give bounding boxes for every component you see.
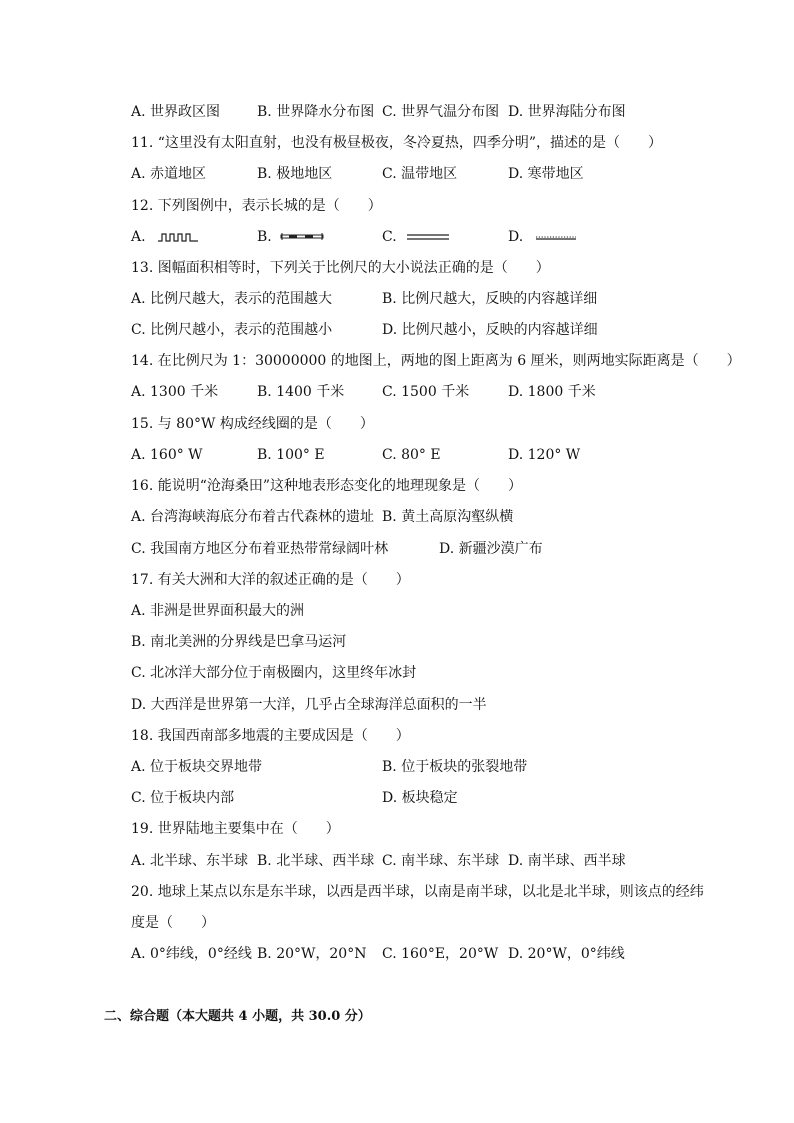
q14-option-c: C. 1500 千米 — [382, 384, 470, 400]
q16-option-a: A. 台湾海峡海底分布着古代森林的遗址 — [131, 509, 375, 525]
q11-option-b: B. 极地地区 — [257, 166, 333, 182]
q14-option-d: D. 1800 千米 — [508, 384, 596, 400]
q18-stem: 18. 我国西南部多地震的主要成因是（ ） — [131, 728, 410, 744]
q18-option-c: C. 位于板块内部 — [131, 790, 235, 806]
q17-option-a: A. 非洲是世界面积最大的洲 — [131, 603, 305, 619]
q13-option-d: D. 比例尺越小，反映的内容越详细 — [382, 322, 598, 338]
q11-option-d: D. 寒带地区 — [508, 166, 584, 182]
q16-option-c: C. 我国南方地区分布着亚热带常绿阔叶林 — [131, 541, 389, 557]
q15-stem: 15. 与 80°W 构成经线圈的是（ ） — [131, 416, 374, 432]
q12-option-b: B. — [257, 229, 272, 245]
double-line-road-symbol — [405, 230, 451, 244]
q16-stem: 16. 能说明“沧海桑田”这种地表形态变化的地理现象是（ ） — [131, 478, 523, 494]
q12-option-c: C. — [382, 229, 397, 245]
q18-option-a: A. 位于板块交界地带 — [131, 759, 263, 775]
q15-option-a: A. 160° W — [131, 447, 203, 463]
q20-stem-line2: 度是（ ） — [131, 915, 215, 931]
q14-option-a: A. 1300 千米 — [131, 384, 219, 400]
q15-option-d: D. 120° W — [508, 447, 581, 463]
q17-stem: 17. 有关大洲和大洋的叙述正确的是（ ） — [131, 572, 410, 588]
q19-option-b: B. 北半球、西半球 — [257, 853, 375, 869]
q20-stem-line1: 20. 地球上某点以东是东半球，以西是西半球，以南是南半球，以北是北半球，则该点的经纬 — [131, 884, 704, 900]
q17-option-d: D. 大西洋是世界第一大洋，几乎占全球海洋总面积的一半 — [131, 697, 487, 713]
q13-option-c: C. 比例尺越小，表示的范围越小 — [131, 322, 333, 338]
q16-option-b: B. 黄土高原沟壑纵横 — [382, 509, 514, 525]
q11-option-c: C. 温带地区 — [382, 166, 458, 182]
great-wall-crenellation-symbol — [157, 230, 199, 244]
q19-stem: 19. 世界陆地主要集中在（ ） — [131, 821, 340, 837]
q17-option-b: B. 南北美洲的分界线是巴拿马运河 — [131, 634, 347, 650]
q11-option-a: A. 赤道地区 — [131, 166, 207, 182]
q19-option-d: D. 南半球、西半球 — [508, 853, 626, 869]
q20-option-a: A. 0°纬线，0°经线 — [131, 946, 252, 962]
section-2-title: 二、综合题（本大题共 4 小题，共 30.0 分） — [104, 1009, 371, 1024]
q20-option-d: D. 20°W，0°纬线 — [508, 946, 625, 962]
dotted-boundary-symbol — [534, 230, 578, 244]
q13-option-a: A. 比例尺越大，表示的范围越大 — [131, 291, 333, 307]
q18-option-b: B. 位于板块的张裂地带 — [382, 759, 528, 775]
q13-stem: 13. 图幅面积相等时，下列关于比例尺的大小说法正确的是（ ） — [131, 260, 550, 276]
q19-option-a: A. 北半球、东半球 — [131, 853, 249, 869]
q20-option-c: C. 160°E，20°W — [382, 946, 499, 962]
q13-option-b: B. 比例尺越大，反映的内容越详细 — [382, 291, 598, 307]
q18-option-d: D. 板块稳定 — [382, 790, 458, 806]
q20-option-b: B. 20°W，20°N — [257, 946, 367, 962]
railway-symbol — [279, 230, 325, 244]
q10-option-a: A. 世界政区图 — [131, 104, 221, 120]
q15-option-b: B. 100° E — [257, 447, 325, 463]
q14-stem: 14. 在比例尺为 1：30000000 的地图上，两地的图上距离为 6 厘米，则两地实际距离是（ ） — [131, 353, 741, 369]
q12-stem: 12. 下列图例中，表示长城的是（ ） — [131, 198, 382, 214]
q12-option-a: A. — [131, 229, 146, 245]
q11-stem: 11. “这里没有太阳直射，也没有极昼极夜，冬冷夏热，四季分明”，描述的是（ ） — [131, 135, 663, 151]
q16-option-d: D. 新疆沙漠广布 — [439, 541, 543, 557]
q17-option-c: C. 北冰洋大部分位于南极圈内，这里终年冰封 — [131, 665, 417, 681]
q10-option-b: B. 世界降水分布图 — [257, 104, 375, 120]
q14-option-b: B. 1400 千米 — [257, 384, 345, 400]
q15-option-c: C. 80° E — [382, 447, 441, 463]
q12-option-d: D. — [508, 229, 524, 245]
q10-option-d: D. 世界海陆分布图 — [508, 104, 626, 120]
q19-option-c: C. 南半球、东半球 — [382, 853, 500, 869]
q10-option-c: C. 世界气温分布图 — [382, 104, 500, 120]
